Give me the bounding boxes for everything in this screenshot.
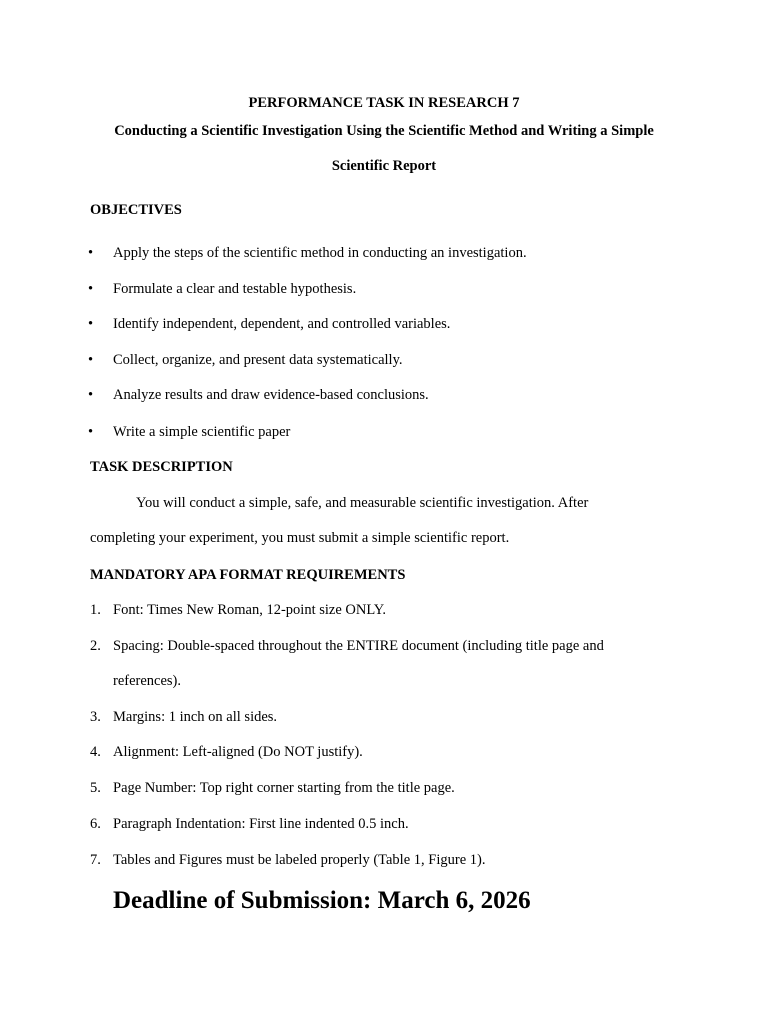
list-number: 6. [90, 816, 101, 832]
document-subtitle-line-2: Scientific Report [331, 158, 437, 174]
document-title: PERFORMANCE TASK IN RESEARCH 7 [248, 95, 520, 111]
task-description-heading: TASK DESCRIPTION [90, 459, 233, 475]
apa-requirement-item: Tables and Figures must be labeled properly (Table 1, Figure 1). [113, 852, 486, 868]
list-number: 5. [90, 780, 101, 796]
list-number: 3. [90, 709, 101, 725]
bullet-marker: • [88, 316, 94, 332]
bullet-marker: • [88, 352, 94, 368]
objective-item: Write a simple scientific paper [113, 424, 291, 440]
apa-requirement-item: Spacing: Double-spaced throughout the ENTIRE document (including title page and [113, 638, 604, 654]
apa-requirement-item: Font: Times New Roman, 12-point size ONLY. [113, 602, 386, 618]
bullet-marker: • [88, 245, 94, 261]
objective-item: Analyze results and draw evidence-based conclusions. [113, 387, 429, 403]
objective-item: Formulate a clear and testable hypothesis. [113, 281, 357, 297]
apa-requirement-item: Page Number: Top right corner starting from the title page. [113, 780, 455, 796]
apa-requirements-heading: MANDATORY APA FORMAT REQUIREMENTS [90, 567, 406, 583]
list-number: 2. [90, 638, 101, 654]
document-subtitle-line-1: Conducting a Scientific Investigation Using the Scientific Method and Writing a Simple [114, 123, 654, 139]
task-description-line-1: You will conduct a simple, safe, and measurable scientific investigation. After [136, 495, 589, 511]
task-description-line-2: completing your experiment, you must submit a simple scientific report. [90, 530, 510, 546]
objective-item: Identify independent, dependent, and controlled variables. [113, 316, 451, 332]
bullet-marker: • [88, 424, 94, 440]
objective-item: Collect, organize, and present data systematically. [113, 352, 403, 368]
submission-deadline: Deadline of Submission: March 6, 2026 [113, 887, 531, 914]
apa-requirement-item: Paragraph Indentation: First line indented 0.5 inch. [113, 816, 409, 832]
apa-requirement-item-continuation: references). [113, 673, 182, 689]
objective-item: Apply the steps of the scientific method in conducting an investigation. [113, 245, 527, 261]
list-number: 7. [90, 852, 101, 868]
list-number: 1. [90, 602, 101, 618]
objectives-heading: OBJECTIVES [90, 202, 182, 218]
list-number: 4. [90, 744, 101, 760]
apa-requirement-item: Margins: 1 inch on all sides. [113, 709, 278, 725]
apa-requirement-item: Alignment: Left-aligned (Do NOT justify). [113, 744, 363, 760]
bullet-marker: • [88, 281, 94, 297]
bullet-marker: • [88, 387, 94, 403]
